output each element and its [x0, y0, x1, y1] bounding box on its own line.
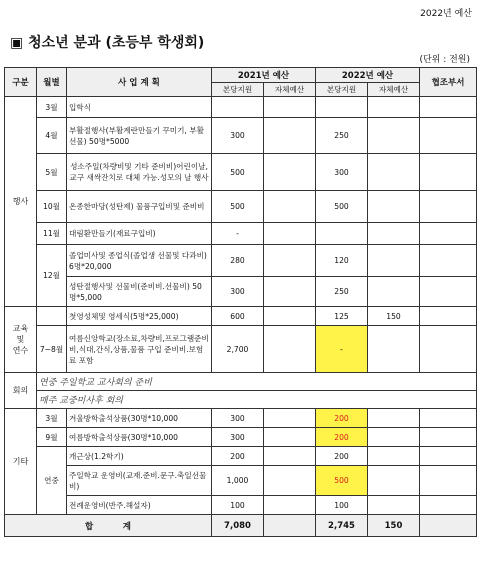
row-2022-self [368, 466, 420, 496]
unit-label: (단위 : 전원) [419, 55, 470, 65]
row-support [420, 496, 477, 515]
table-row [5, 277, 477, 307]
row-2021-hq: 300 [212, 409, 264, 428]
row-2021-self [264, 409, 316, 428]
table-row [5, 97, 477, 118]
row-2022-self [368, 245, 420, 277]
row-plan: 주일학교 운영비(교재.준비.문구.축일선물비) [67, 466, 212, 496]
row-2022-self [368, 223, 420, 245]
row-month: 12월 [37, 245, 67, 307]
row-2022-hq [316, 97, 368, 118]
row-plan: 여름방학출석상품(30명*10,000 [67, 428, 212, 447]
table-row [5, 409, 477, 428]
row-2021-self [264, 277, 316, 307]
row-month [37, 307, 67, 326]
row-2022-hq: 500 [316, 191, 368, 223]
group-meeting: 회의 [5, 373, 37, 409]
row-2021-self [264, 307, 316, 326]
total-label: 합 계 [5, 515, 212, 537]
row-support [420, 245, 477, 277]
row-2021-hq: 1,000 [212, 466, 264, 496]
row-plan: 전례운영비(반주.해설자) [67, 496, 212, 515]
row-2021-self [264, 447, 316, 466]
row-2021-hq: 600 [212, 307, 264, 326]
row-plan: 성탄절행사및 선물비(준비비.선물비) 50명*5,000 [67, 277, 212, 307]
row-support [420, 154, 477, 191]
row-2022-hq: 200 [316, 428, 368, 447]
row-month: 연중 [37, 447, 67, 515]
row-2021-self [264, 466, 316, 496]
row-2021-hq: - [212, 223, 264, 245]
row-support [420, 409, 477, 428]
row-2022-self [368, 326, 420, 373]
row-2022-self [368, 154, 420, 191]
row-2021-self [264, 245, 316, 277]
row-2022-hq: 200 [316, 447, 368, 466]
row-2021-hq: 300 [212, 118, 264, 154]
section-title: ▣ 청소년 분과 (초등부 학생회) [10, 35, 205, 51]
header-2021-self: 자체예산 [264, 83, 316, 97]
header-2022: 2022년 예산 [316, 68, 420, 83]
budget-table [4, 67, 477, 537]
row-plan: 온종한마당(성탄제) 물품구입비및 준비비 [67, 191, 212, 223]
row-2022-hq: 100 [316, 496, 368, 515]
table-row [5, 447, 477, 466]
row-2022-self [368, 409, 420, 428]
row-support [420, 307, 477, 326]
row-plan: 성소주일(차량비및 기타 준비비)어린이날,교구 새싹잔치로 대체 가능.성모의 날 행사 [67, 154, 212, 191]
table-row [5, 191, 477, 223]
row-month: 4월 [37, 118, 67, 154]
row-support [420, 97, 477, 118]
row-2021-hq: 200 [212, 447, 264, 466]
row-month: 10월 [37, 191, 67, 223]
year-header: 2022년 예산 [420, 9, 472, 19]
table-row [5, 307, 477, 326]
row-2022-hq: 300 [316, 154, 368, 191]
header-2021: 2021년 예산 [212, 68, 316, 83]
row-2022-hq: - [316, 326, 368, 373]
row-2022-hq: 500 [316, 466, 368, 496]
group-education: 교육 및 연수 [5, 307, 37, 373]
row-2022-self [368, 277, 420, 307]
row-2022-self [368, 118, 420, 154]
row-2021-self [264, 191, 316, 223]
total-2021-hq: 7,080 [212, 515, 264, 537]
table-row [5, 118, 477, 154]
header-2021-hq: 본당지원 [212, 83, 264, 97]
row-plan: 여름신앙학교(장소료,차량비,프로그램준비비,식대,간식,상품,물품 구입 준비비.보험료 포함 [67, 326, 212, 373]
row-plan: 겨울방학출석상품(30명*10,000 [67, 409, 212, 428]
total-row [5, 515, 477, 537]
row-2021-hq: 100 [212, 496, 264, 515]
total-support [420, 515, 477, 537]
row-support [420, 466, 477, 496]
header-plan: 사 업 계 획 [67, 68, 212, 97]
total-2022-self: 150 [368, 515, 420, 537]
row-2022-hq: 120 [316, 245, 368, 277]
row-plan: 대림환만들기(재료구입비) [67, 223, 212, 245]
row-2022-self [368, 496, 420, 515]
table-row [5, 154, 477, 191]
row-month: 3월 [37, 97, 67, 118]
table-row [5, 245, 477, 277]
handwritten-note: 매주 교중미사후 회의 [37, 391, 477, 409]
row-support [420, 223, 477, 245]
header-category: 구분 [5, 68, 37, 97]
row-plan: 개근상(1.2학기) [67, 447, 212, 466]
row-support [420, 428, 477, 447]
row-2021-self [264, 97, 316, 118]
row-support [420, 326, 477, 373]
total-2022-hq: 2,745 [316, 515, 368, 537]
row-2022-self: 150 [368, 307, 420, 326]
row-support [420, 447, 477, 466]
table-row [5, 326, 477, 373]
row-plan: 첫영성체및 영세식(5명*25,000) [67, 307, 212, 326]
row-month: 5월 [37, 154, 67, 191]
table-row [5, 223, 477, 245]
row-2022-self [368, 447, 420, 466]
row-2021-hq [212, 97, 264, 118]
row-2021-self [264, 154, 316, 191]
group-other: 기타 [5, 409, 37, 515]
row-2021-self [264, 428, 316, 447]
row-2022-hq: 250 [316, 118, 368, 154]
row-2022-hq [316, 223, 368, 245]
row-2022-hq: 125 [316, 307, 368, 326]
row-plan: 입학식 [67, 97, 212, 118]
row-2021-self [264, 326, 316, 373]
row-2021-hq: 280 [212, 245, 264, 277]
table-row [5, 373, 477, 391]
row-2022-self [368, 428, 420, 447]
row-month: 3월 [37, 409, 67, 428]
table-row [5, 391, 477, 409]
table-row [5, 428, 477, 447]
row-2021-hq: 2,700 [212, 326, 264, 373]
row-2021-self [264, 223, 316, 245]
row-month: 9월 [37, 428, 67, 447]
row-support [420, 277, 477, 307]
row-2021-hq: 500 [212, 154, 264, 191]
header-month: 월별 [37, 68, 67, 97]
header-2022-self: 자체예산 [368, 83, 420, 97]
row-plan: 부활절행사(부활계란만들기 꾸미기, 부활선물) 50명*5000 [67, 118, 212, 154]
table-row [5, 496, 477, 515]
row-month: 7~8월 [37, 326, 67, 373]
row-2022-hq: 250 [316, 277, 368, 307]
table-row [5, 466, 477, 496]
row-2021-hq: 300 [212, 277, 264, 307]
row-plan: 졸업미사및 종업식(졸업생 선물및 다과비) 6명*20,000 [67, 245, 212, 277]
row-month: 11월 [37, 223, 67, 245]
header-support: 협조부서 [420, 68, 477, 97]
row-2021-hq: 300 [212, 428, 264, 447]
row-2021-self [264, 496, 316, 515]
row-2021-self [264, 118, 316, 154]
group-events: 행사 [5, 97, 37, 307]
row-support [420, 191, 477, 223]
handwritten-note: 연중 주일학교 교사회의 준비 [37, 373, 477, 391]
row-support [420, 118, 477, 154]
header-2022-hq: 본당지원 [316, 83, 368, 97]
row-2021-hq: 500 [212, 191, 264, 223]
row-2022-self [368, 97, 420, 118]
row-2022-hq: 200 [316, 409, 368, 428]
total-2021-self [264, 515, 316, 537]
row-2022-self [368, 191, 420, 223]
